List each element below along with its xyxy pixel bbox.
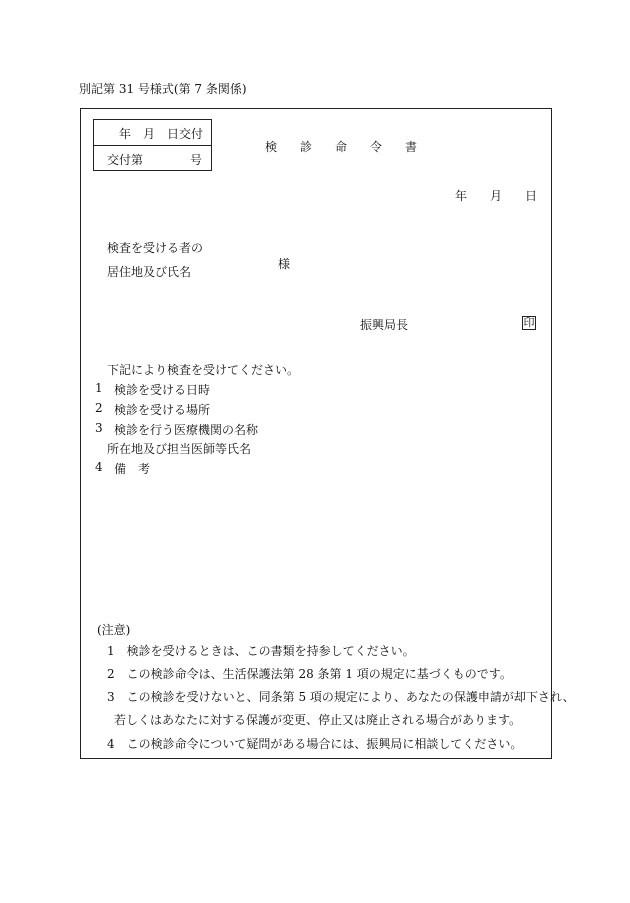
note-line-2: 2 この検診命令は、生活保護法第 28 条第 1 項の規定に基づくものです。 (107, 667, 512, 681)
document-title: 検診命令書 (265, 140, 441, 154)
item-2-text: 検診を受ける場所 (114, 403, 211, 417)
issue-box-divider (94, 145, 211, 146)
note-line-1: 1 検診を受けるときは、この書類を持参してください。 (107, 644, 415, 658)
note-line-3-continued: 若しくはあなたに対する保護が変更、停止又は廃止される場合があります。 (114, 713, 522, 727)
item-3-text: 検診を行う医療機関の名称 (114, 423, 259, 437)
item-3-continued-text: 所在地及び担当医師等氏名 (107, 442, 252, 456)
date-year: 年 (455, 189, 468, 203)
issue-date-line: 年 月 日交付 (119, 127, 204, 141)
item-4-text: 備 考 (114, 462, 151, 476)
date-month: 月 (490, 189, 503, 203)
addressee-honorific: 様 (278, 257, 291, 271)
issuer-title: 振興局長 (360, 318, 409, 332)
date-day: 日 (525, 189, 538, 203)
issue-number-suffix: 号 (190, 153, 203, 167)
note-line-3: 3 この検診を受けないと、同条第 5 項の規定により、あなたの保護申請が却下され、 (107, 690, 575, 704)
notes-heading: (注意) (97, 623, 131, 637)
addressee-label-line1: 検査を受ける者の (107, 241, 204, 255)
intro-text: 下記により検査を受けてください。 (107, 363, 300, 377)
item-1-text: 検診を受ける日時 (114, 383, 211, 397)
form-caption: 別記第 31 号様式(第 7 条関係) (79, 82, 247, 96)
note-line-4: 4 この検診命令について疑問がある場合には、振興局に相談してください。 (107, 737, 523, 751)
seal-mark: 印 (523, 316, 535, 329)
issue-number-label: 交付第 (107, 153, 144, 167)
item-1-number: 1 (95, 381, 103, 395)
item-2-number: 2 (95, 401, 103, 415)
addressee-label-line2: 居住地及び氏名 (107, 265, 192, 279)
item-3-number: 3 (95, 421, 103, 435)
item-4-number: 4 (95, 460, 103, 474)
